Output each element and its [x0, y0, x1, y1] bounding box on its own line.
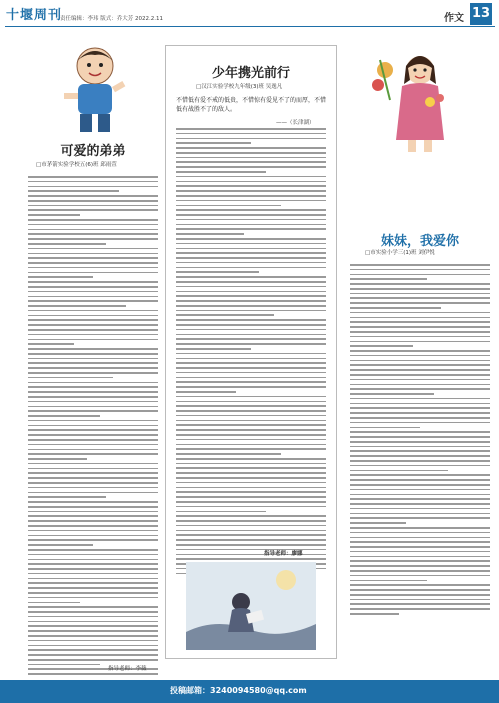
section-name: 作文: [444, 13, 464, 24]
right-article-body: [350, 264, 490, 618]
right-article: [345, 36, 495, 678]
left-article-title: 可爱的弟弟: [60, 144, 126, 159]
newspaper-brand: 十堰周刊: [6, 8, 63, 23]
center-article-title: 少年携光前行: [211, 66, 290, 81]
left-article: [28, 36, 158, 678]
page-header: [0, 0, 499, 30]
left-article-teacher: 指导老师：李薇: [108, 666, 147, 672]
center-article-body: [176, 128, 326, 577]
submission-email: 投稿邮箱：3240094580@qq.com: [170, 686, 307, 695]
center-article-quote-source: ——（长津湖）: [276, 120, 315, 126]
center-article: [165, 45, 337, 659]
center-article-teacher: 指导老师：廖娜: [264, 551, 303, 557]
left-article-byline: □市茅箭实验学校五(6)班 邱雨萱: [36, 162, 117, 168]
page-number: 13: [470, 3, 492, 25]
right-article-byline: □市实验小学三(1)班 刘伊悦: [365, 250, 435, 256]
girl-with-flowers-icon: [360, 40, 480, 160]
editor-info: 责任编辑：李玮 版式：乔大芳 2022.2.11: [60, 16, 163, 22]
girl-reading-icon: [186, 562, 316, 650]
center-article-byline: □汉江实验学校九年级(3)班 吴逸凡: [196, 84, 283, 90]
boy-drawing-icon: [50, 41, 140, 136]
page-footer: [0, 680, 499, 703]
right-article-title: 妹妹，我爱你: [380, 234, 459, 249]
center-article-quote: 不惜低有爱不戒的低贵，不惜惊有爱见不了的而厚，不惜低有战胜不了的敌人。: [176, 97, 327, 113]
header-divider: [5, 26, 495, 27]
left-article-body: [28, 176, 158, 678]
